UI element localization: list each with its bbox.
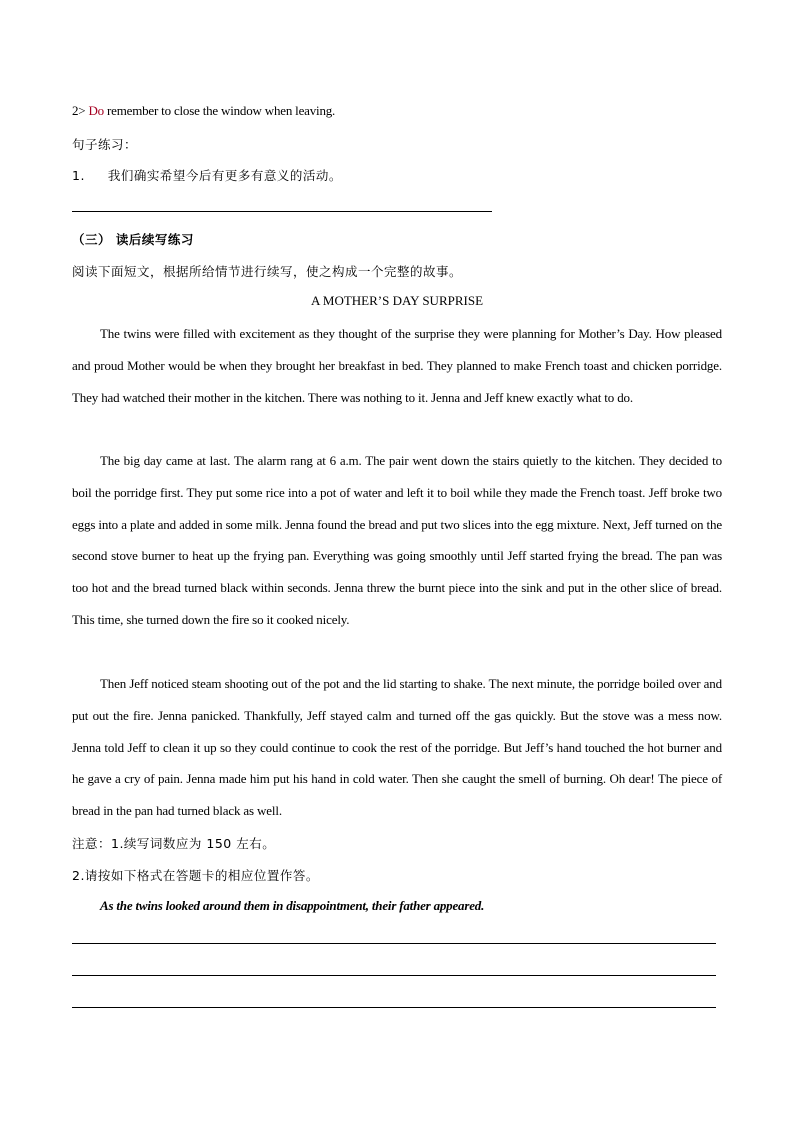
- section-instruction: 阅读下面短文，根据所给情节进行续写，使之构成一个完整的故事。: [72, 264, 463, 279]
- story-paragraph: The big day came at last. The alarm rang at 6 a.m. The pair went down the stairs quietly to the kitchen. They decided to boil the porridge first. They put some rice into a pot of water and left it to boil while they made the French toast. Jeff broke two eggs into a plate and added in some milk. Jenna found the bread and put two slices into the egg mixture. Next, Jeff turned on the second stove burner to heat up the frying pan. Everything was going smoothly until Jeff started frying the bread. The pan was too hot and the bread turned black within seconds. Jenna threw the burnt piece into the sink and put in the other slice of bread. This time, she turned down the fire so it cooked nicely.: [72, 453, 722, 627]
- sentence-practice-heading: 句子练习：: [72, 137, 138, 152]
- story-title: A MOTHER’S DAY SURPRISE: [310, 293, 484, 308]
- tip-rest: remember to close the window when leaving.: [103, 103, 336, 118]
- tip-emphasis: Do: [88, 103, 104, 118]
- tip-line: [72, 103, 335, 119]
- continuation-prompt: As the twins looked around them in disappointment, their father appeared.: [100, 898, 485, 913]
- note-2: 2.请按如下格式在答题卡的相应位置作答。: [72, 868, 319, 883]
- item-number: 1.: [72, 168, 85, 183]
- story-paragraph: The twins were filled with excitement as they thought of the surprise they were planning for Mother’s Day. How pleased and proud Mother would be when they brought her breakfast in bed. They planned to make French toast and chicken porridge. They had watched their mother in the kitchen. There was nothing to it. Jenna and Jeff knew exactly what to do.: [72, 326, 722, 405]
- story-paragraph: Then Jeff noticed steam shooting out of the pot and the lid starting to shake. The next minute, the porridge boiled over and put out the fire. Jenna panicked. Thankfully, Jeff stayed calm and turned off the gas quickly. But the stove was a mess now. Jenna told Jeff to clean it up so they could continue to cook the rest of the porridge. But Jeff’s hand touched the hot burner and he gave a cry of pain. Jenna made him put his hand in cold water. Then she caught the smell of burning. Oh dear! The piece of bread in the pan had turned black as well.: [72, 676, 722, 819]
- writing-line: [72, 975, 716, 976]
- writing-line: [72, 1007, 716, 1008]
- sentence-practice-item: [72, 166, 342, 184]
- note-1: 注意：1.续写词数应为 150 左右。: [72, 836, 276, 851]
- tip-prefix: 2>: [72, 103, 89, 118]
- item-text: 我们确实希望今后有更多有意义的活动。: [107, 168, 342, 183]
- answer-line: [72, 211, 492, 212]
- section-heading: （三） 读后续写练习: [72, 232, 194, 247]
- writing-line: [72, 943, 716, 944]
